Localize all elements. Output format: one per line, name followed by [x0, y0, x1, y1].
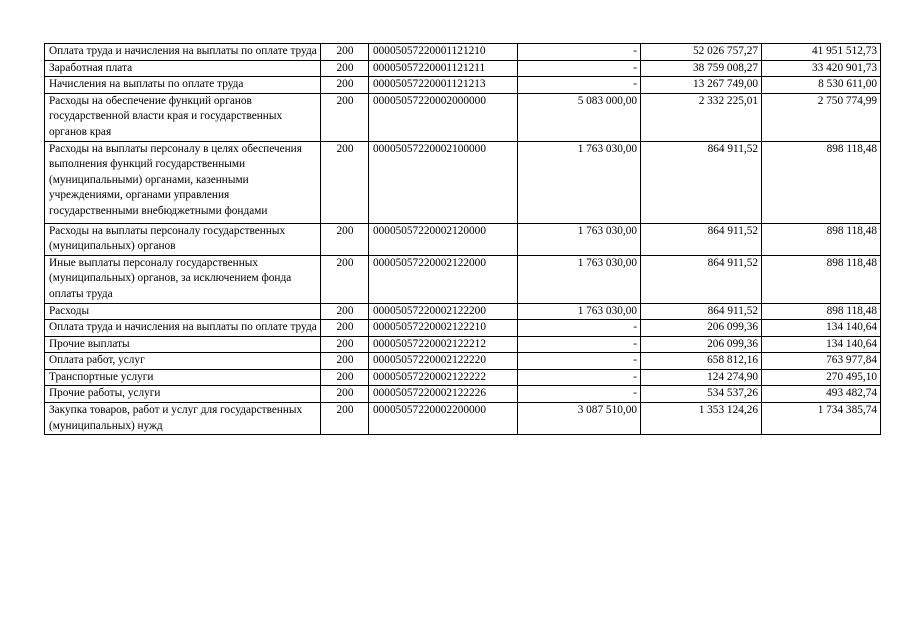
remaining-amount-cell: 134 140,64 — [762, 336, 881, 353]
remaining-amount-cell: 898 118,48 — [762, 141, 881, 223]
executed-amount-cell: 534 537,26 — [641, 386, 762, 403]
approved-amount-cell: 1 763 030,00 — [518, 255, 641, 303]
report-page — [44, 43, 880, 435]
row-name-cell: Расходы — [45, 303, 321, 320]
approved-amount-cell: 1 763 030,00 — [518, 141, 641, 223]
approved-amount-cell: - — [518, 320, 641, 337]
table-row — [45, 403, 881, 435]
table-row — [45, 336, 881, 353]
row-name-cell: Транспортные услуги — [45, 369, 321, 386]
approved-amount-cell: - — [518, 77, 641, 94]
executed-amount-cell: 1 353 124,26 — [641, 403, 762, 435]
executed-amount-cell: 124 274,90 — [641, 369, 762, 386]
row-name-cell: Расходы на выплаты персоналу в целях обеспечения выполнения функций государственными (муниципальными) органами, казенными учреждениями, органами управления государственными внебюджетными фондами — [45, 141, 321, 223]
row-name-cell: Прочие выплаты — [45, 336, 321, 353]
line-code-cell: 200 — [321, 44, 369, 61]
line-code-cell: 200 — [321, 336, 369, 353]
table-row — [45, 93, 881, 141]
approved-amount-cell: - — [518, 336, 641, 353]
line-code-cell: 200 — [321, 386, 369, 403]
executed-amount-cell: 864 911,52 — [641, 255, 762, 303]
row-name-cell: Оплата труда и начисления на выплаты по оплате труда — [45, 44, 321, 61]
approved-amount-cell: - — [518, 369, 641, 386]
budget-code-cell: 00005057220002100000 — [369, 141, 518, 223]
executed-amount-cell: 13 267 749,00 — [641, 77, 762, 94]
remaining-amount-cell: 898 118,48 — [762, 255, 881, 303]
line-code-cell: 200 — [321, 353, 369, 370]
budget-code-cell: 00005057220002122222 — [369, 369, 518, 386]
budget-code-cell: 00005057220001121213 — [369, 77, 518, 94]
remaining-amount-cell: 41 951 512,73 — [762, 44, 881, 61]
remaining-amount-cell: 33 420 901,73 — [762, 60, 881, 77]
remaining-amount-cell: 270 495,10 — [762, 369, 881, 386]
remaining-amount-cell: 493 482,74 — [762, 386, 881, 403]
row-name-cell: Расходы на выплаты персоналу государственных (муниципальных) органов — [45, 223, 321, 255]
budget-code-cell: 00005057220002000000 — [369, 93, 518, 141]
budget-code-cell: 00005057220002122220 — [369, 353, 518, 370]
line-code-cell: 200 — [321, 320, 369, 337]
remaining-amount-cell: 134 140,64 — [762, 320, 881, 337]
approved-amount-cell: - — [518, 353, 641, 370]
line-code-cell: 200 — [321, 77, 369, 94]
table-row — [45, 303, 881, 320]
row-name-cell: Расходы на обеспечение функций органов государственной власти края и государственных органов края — [45, 93, 321, 141]
budget-code-cell: 00005057220002122210 — [369, 320, 518, 337]
line-code-cell: 200 — [321, 141, 369, 223]
table-row — [45, 77, 881, 94]
row-name-cell: Иные выплаты персоналу государственных (муниципальных) органов, за исключением фонда оплаты труда — [45, 255, 321, 303]
row-name-cell: Оплата труда и начисления на выплаты по оплате труда — [45, 320, 321, 337]
executed-amount-cell: 38 759 008,27 — [641, 60, 762, 77]
budget-code-cell: 00005057220002122000 — [369, 255, 518, 303]
table-row — [45, 60, 881, 77]
table-row — [45, 44, 881, 61]
row-name-cell: Закупка товаров, работ и услуг для государственных (муниципальных) нужд — [45, 403, 321, 435]
remaining-amount-cell: 763 977,84 — [762, 353, 881, 370]
remaining-amount-cell: 898 118,48 — [762, 303, 881, 320]
remaining-amount-cell: 1 734 385,74 — [762, 403, 881, 435]
table-row — [45, 255, 881, 303]
approved-amount-cell: 1 763 030,00 — [518, 303, 641, 320]
table-row — [45, 320, 881, 337]
approved-amount-cell: - — [518, 44, 641, 61]
budget-code-cell: 00005057220001121210 — [369, 44, 518, 61]
row-name-cell: Оплата работ, услуг — [45, 353, 321, 370]
line-code-cell: 200 — [321, 223, 369, 255]
budget-code-cell: 00005057220002122200 — [369, 303, 518, 320]
approved-amount-cell: - — [518, 386, 641, 403]
line-code-cell: 200 — [321, 93, 369, 141]
executed-amount-cell: 206 099,36 — [641, 320, 762, 337]
executed-amount-cell: 864 911,52 — [641, 223, 762, 255]
executed-amount-cell: 864 911,52 — [641, 141, 762, 223]
row-name-cell: Прочие работы, услуги — [45, 386, 321, 403]
expenditure-table — [44, 43, 881, 435]
budget-code-cell: 00005057220001121211 — [369, 60, 518, 77]
budget-code-cell: 00005057220002200000 — [369, 403, 518, 435]
line-code-cell: 200 — [321, 255, 369, 303]
budget-code-cell: 00005057220002122226 — [369, 386, 518, 403]
executed-amount-cell: 864 911,52 — [641, 303, 762, 320]
approved-amount-cell: 5 083 000,00 — [518, 93, 641, 141]
executed-amount-cell: 658 812,16 — [641, 353, 762, 370]
line-code-cell: 200 — [321, 303, 369, 320]
row-name-cell: Начисления на выплаты по оплате труда — [45, 77, 321, 94]
approved-amount-cell: 1 763 030,00 — [518, 223, 641, 255]
approved-amount-cell: - — [518, 60, 641, 77]
line-code-cell: 200 — [321, 60, 369, 77]
approved-amount-cell: 3 087 510,00 — [518, 403, 641, 435]
executed-amount-cell: 52 026 757,27 — [641, 44, 762, 61]
remaining-amount-cell: 898 118,48 — [762, 223, 881, 255]
table-body — [45, 44, 881, 435]
remaining-amount-cell: 2 750 774,99 — [762, 93, 881, 141]
budget-code-cell: 00005057220002122212 — [369, 336, 518, 353]
row-name-cell: Заработная плата — [45, 60, 321, 77]
executed-amount-cell: 206 099,36 — [641, 336, 762, 353]
table-row — [45, 353, 881, 370]
table-row — [45, 386, 881, 403]
executed-amount-cell: 2 332 225,01 — [641, 93, 762, 141]
table-row — [45, 223, 881, 255]
line-code-cell: 200 — [321, 403, 369, 435]
table-row — [45, 369, 881, 386]
budget-code-cell: 00005057220002120000 — [369, 223, 518, 255]
table-row — [45, 141, 881, 223]
remaining-amount-cell: 8 530 611,00 — [762, 77, 881, 94]
line-code-cell: 200 — [321, 369, 369, 386]
